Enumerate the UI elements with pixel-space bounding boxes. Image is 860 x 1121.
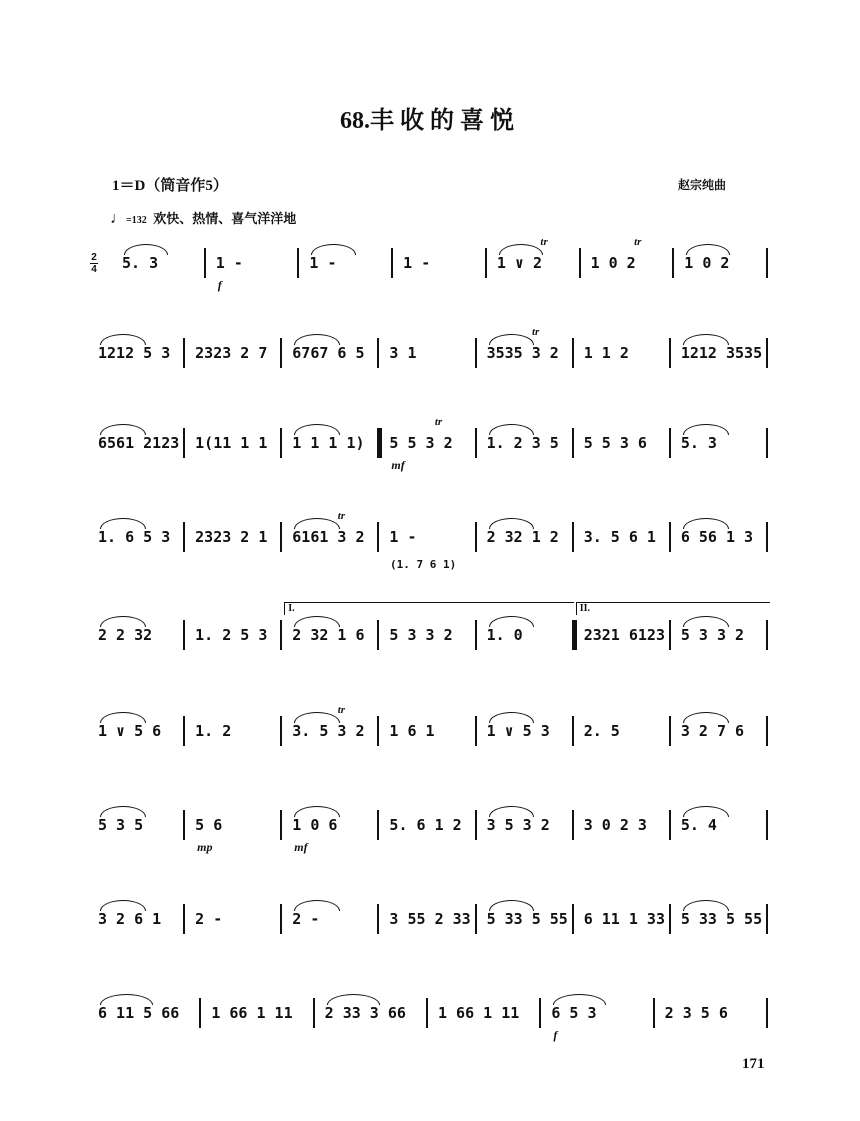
slur [100,994,153,1005]
measure-notes: 1. 6 5 3 [98,528,171,546]
barline [280,620,282,650]
slur [100,616,146,627]
dynamic-marking: f [553,1028,558,1042]
slur [683,712,729,723]
measure-notes: 5. 4 [680,816,717,834]
barline [766,522,768,552]
slur [327,994,380,1005]
measure-notes: 6 11 5 66 [98,1004,180,1022]
slur [683,424,729,435]
time-signature [90,252,98,275]
barline [485,248,487,278]
measure-notes: 5 5 3 2 [389,434,453,452]
measure-notes: 1 0 2 [684,254,730,272]
barline [183,810,185,840]
piece-title-text: 丰收的喜悦 [370,108,520,134]
measure-notes: 5. 3 [122,254,159,272]
slur [683,900,729,911]
measure-notes: 1. 0 [486,626,523,644]
barline [199,998,201,1028]
barline [313,998,315,1028]
slur [294,900,340,911]
measure-notes: 3 1 [389,344,417,362]
barline [377,620,379,650]
measure-notes: 1. 2 [195,722,232,740]
slur [100,900,146,911]
key-signature: 1＝D（筒音作5） [112,178,228,194]
trill-ornament: tr [532,326,540,338]
quarter-note-icon: ♩ [110,210,126,227]
measure-notes: 6 11 1 33 [583,910,665,928]
barline [183,522,185,552]
tempo-bpm: =132 [126,215,147,226]
barline [653,998,655,1028]
barline [377,428,382,458]
barline [426,998,428,1028]
measure-notes: 2 3 5 6 [664,1004,728,1022]
barline [475,338,477,368]
measure-notes: 1 ∨ 2 [496,254,542,272]
slur [124,244,168,255]
slur [294,712,340,723]
measure-notes: 3 2 6 1 [98,910,162,928]
time-signature-top: 2 [91,252,97,263]
barline [669,810,671,840]
measure-notes: 1 - [389,528,417,546]
barline [280,428,282,458]
slur [683,616,729,627]
measure-notes: 2323 2 1 [195,528,268,546]
slur [683,334,729,345]
measure-notes: 2 32 1 6 [292,626,365,644]
barline [280,716,282,746]
slur [683,806,729,817]
staff-line [0,706,860,766]
measure-notes: 1(11 1 1 [195,434,268,452]
slur [489,900,535,911]
staff-line [0,418,860,478]
slur [100,712,146,723]
composer: 赵宗纯曲 [678,178,727,192]
measure-notes: 5. 3 [680,434,717,452]
measure-notes: 1 ∨ 5 6 [98,722,162,740]
barline [766,620,768,650]
barline [669,620,671,650]
measure-notes: 5 6 [195,816,223,834]
trill-ornament: tr [337,704,346,716]
trill-ornament: tr [540,236,548,248]
measure-notes: 1 6 1 [389,722,435,740]
barline [280,904,282,934]
page-number: 171 [742,1056,765,1072]
measure-notes: 2 - [195,910,223,928]
slur [489,518,535,529]
measure-notes: 2. 5 [583,722,620,740]
measure-notes: 2321 6123 [583,626,665,644]
measure-notes: 1 66 1 11 [438,1004,520,1022]
barline [766,998,768,1028]
tempo-text: 欢快、热情、喜气洋洋地 [153,211,297,226]
measure-notes: 6767 6 5 [292,344,365,362]
auxiliary-notes: (1. 7 6 1) [390,558,457,571]
measure-notes: 6 5 3 [551,1004,597,1022]
trill-ornament: tr [634,236,642,248]
slur [100,334,146,345]
barline [572,904,574,934]
barline [475,428,477,458]
barline [579,248,581,278]
barline [280,810,282,840]
dynamic-marking: mp [197,840,213,854]
slur [294,616,340,627]
measure-notes: 3 55 2 33 [389,910,471,928]
barline [572,620,577,650]
barline [297,248,299,278]
measure-notes: 3. 5 3 2 [292,722,365,740]
barline [475,810,477,840]
slur [294,334,340,345]
slur [294,518,340,529]
measure-notes: 1 66 1 11 [211,1004,293,1022]
barline [377,716,379,746]
staff-line [0,238,860,298]
barline [572,716,574,746]
measure-notes: 5 33 5 55 [486,910,568,928]
barline [183,338,185,368]
slur [553,994,606,1005]
time-signature-bottom: 4 [91,264,97,275]
measure-notes: 3 5 3 2 [486,816,550,834]
measure-notes: 6 56 1 3 [680,528,754,546]
measure-notes: 1212 5 3 [98,344,171,362]
slur [294,806,340,817]
measure-notes: 1 ∨ 5 3 [486,722,550,740]
slur [489,616,535,627]
slur [686,244,730,255]
slur [499,244,543,255]
barline [377,522,379,552]
measure-notes: 5 3 3 2 [389,626,453,644]
barline [572,522,574,552]
barline [669,716,671,746]
slur [100,424,146,435]
tempo-marking [110,208,296,228]
barline [475,904,477,934]
slur [489,334,535,345]
barline [183,904,185,934]
measure-notes: 3535 3 2 [486,344,559,362]
slur [683,518,729,529]
barline [669,522,671,552]
dynamic-marking: mf [294,840,308,854]
barline [672,248,674,278]
barline [766,904,768,934]
measure-notes: 3. 5 6 1 [583,528,656,546]
measure-notes: 2 - [292,910,320,928]
barline [766,428,768,458]
barline [766,248,768,278]
measure-notes: 3 2 7 6 [680,722,745,740]
barline [377,904,379,934]
measure-notes: 1. 2 3 5 [486,434,559,452]
barline [766,810,768,840]
barline [766,716,768,746]
staff-line [0,603,860,670]
measure-notes: 5 5 3 6 [583,434,647,452]
measure-notes: 1 - [309,254,337,272]
measure-notes: 1. 2 5 3 [195,626,268,644]
slur [294,424,340,435]
measure-notes: 2 33 3 66 [324,1004,406,1022]
measure-notes: 5 3 5 [98,816,144,834]
measure-notes: 5. 6 1 2 [389,816,462,834]
barline [377,810,379,840]
barline [280,338,282,368]
volta-bracket: II. [576,602,770,615]
slur [489,712,535,723]
staff-line [0,328,860,388]
measure-notes: 2323 2 7 [195,344,268,362]
slur [100,518,146,529]
measure-notes: 1 0 6 [292,816,338,834]
staff-line [0,894,860,954]
barline [204,248,206,278]
barline [391,248,393,278]
barline [539,998,541,1028]
measure-notes: 2 2 32 [98,626,153,644]
measure-notes: 1 1 2 [583,344,629,362]
barline [377,338,379,368]
measure-notes: 6561 2123 [98,434,180,452]
barline [475,522,477,552]
measure-notes: 5 33 5 55 [680,910,763,928]
barline [475,620,477,650]
barline [183,620,185,650]
staff-line [0,800,860,860]
measure-notes: 2 32 1 2 [486,528,559,546]
barline [280,522,282,552]
barline [766,338,768,368]
barline [669,338,671,368]
barline [572,810,574,840]
dynamic-marking: f [217,278,222,292]
piece-title [0,100,860,135]
slur [100,806,146,817]
slur [489,806,535,817]
staff-line [0,988,860,1048]
slur [489,424,535,435]
measure-notes: 6161 3 2 [292,528,365,546]
volta-bracket: I. [284,602,573,615]
measure-notes: 1212 3535 [680,344,763,362]
barline [183,716,185,746]
measure-notes: 1 1 1 1) [292,434,365,452]
piece-number: 68. [340,108,370,134]
barline [572,428,574,458]
measure-notes: 3 0 2 3 [583,816,647,834]
barline [475,716,477,746]
barline [572,338,574,368]
measure-notes: 1 - [215,254,243,272]
barline [183,428,185,458]
slur [311,244,355,255]
barline [669,904,671,934]
measure-notes: 1 0 2 [590,254,636,272]
dynamic-marking: mf [391,458,405,472]
trill-ornament: tr [434,416,443,428]
measure-notes: 1 - [403,254,431,272]
barline [669,428,671,458]
measure-notes: 5 3 3 2 [680,626,745,644]
trill-ornament: tr [337,510,346,522]
